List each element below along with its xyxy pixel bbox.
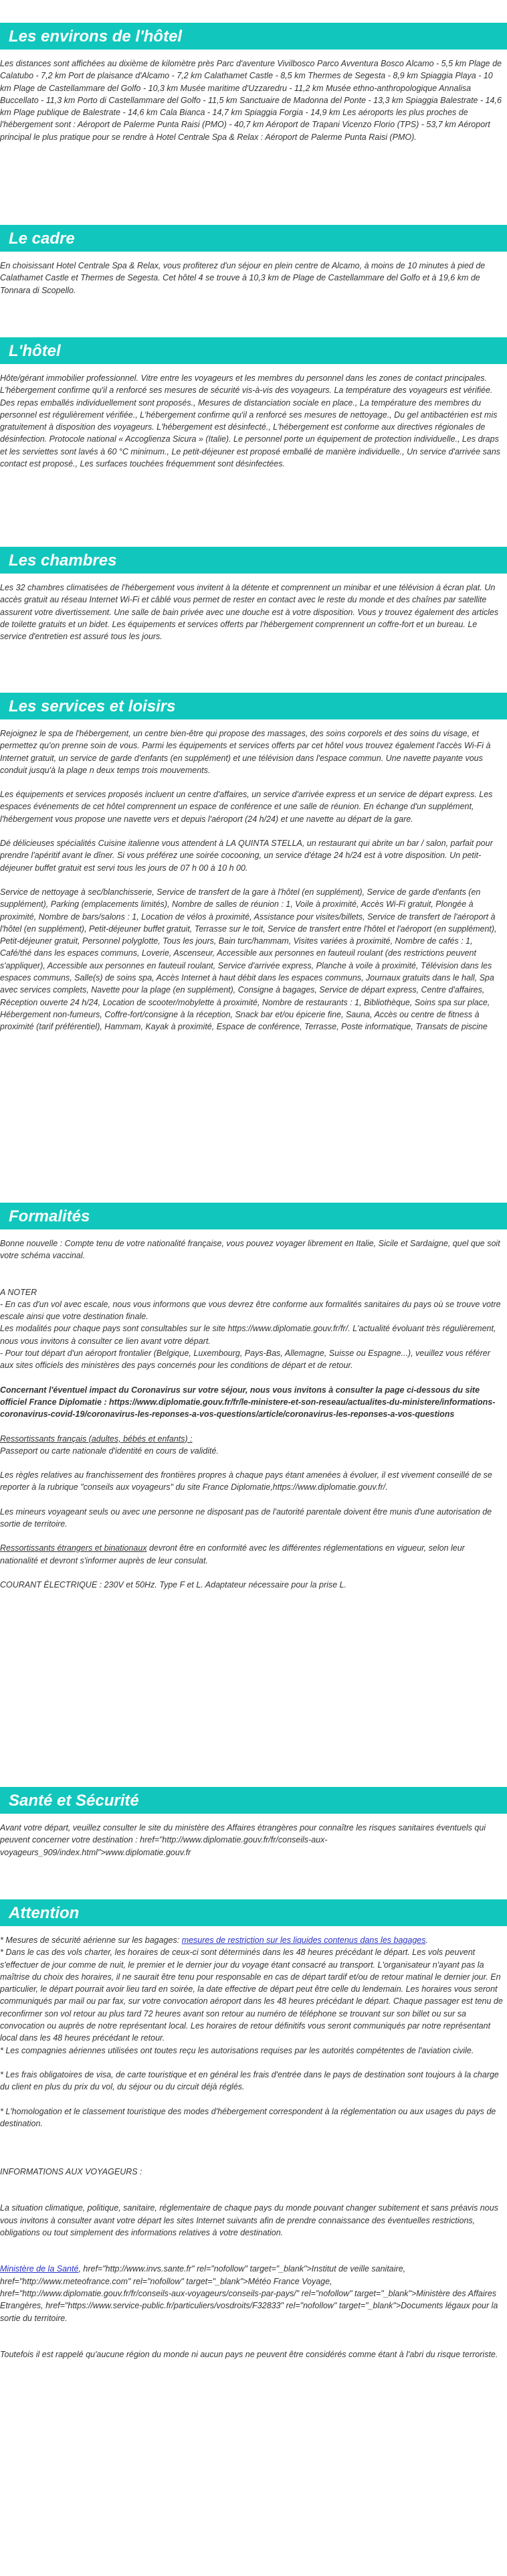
section-formalites: [0, 1203, 507, 1591]
section-title-chambres: Les chambres: [0, 547, 507, 574]
attention-toutefois: Toutefois il est rappelé qu'aucune région du monde ni aucun pays ne peuvent être considérés comme étant à l'abri du risque terroriste.: [0, 2349, 498, 2359]
formalites-intro: Bonne nouvelle : Compte tenu de votre nationalité française, vous pouvez voyager librement en Italie, Sicile et Sardaigne, quel que soit votre schéma vaccinal.: [0, 1239, 500, 1261]
attention-homologation: * L'homologation et le classement touristique des modes d'hébergement correspondent à la réglementation ou aux usages du pays de destination.: [0, 2106, 496, 2128]
section-title-formalites: Formalités: [0, 1203, 507, 1229]
attention-ministere: [0, 2263, 505, 2324]
formalites-ressortissants-title: Ressortissants français (adultes, bébés et enfants) :: [0, 1434, 193, 1444]
section-cadre: [0, 225, 507, 296]
section-attention: [0, 1899, 507, 2360]
environs-text: Les distances sont affichées au dixième de kilomètre près Parc d'aventure Vivilbosco Parco Avventura Bosco Alcamo - 5,5 km Plage de Calatubo - 7,2 km Port de plaisance d'Alcamo - 7,2 km Calathamet Castle - 8,5 km Thermes de Segesta - 8,9 km Spiaggia Playa - 10 km Plage de Castellammare del Golfo - 10,3 km Musée maritime d'Uzzaredru - 11,2 km Musée ethno-anthropologique Annalisa Buccellato - 11,3 km Porto di Castellammare del Golfo - 11,5 km Sanctuaire de Madonna del Ponte - 13,3 km Spiaggia Balestrate - 14,6 km Plage publique de Balestrate - 14,6 km Cala Bianca - 14,7 km Spiaggia Forgia - 14,9 km Les aéroports les plus proches de l'hébergement sont : Aéroport de Palerme Punta Raisi (PMO) - 40,7 km Aéroport de Trapani Vicenzo Florio (TPS) - 53,7 km Aéroport principal le plus pratique pour se rendre à Hotel Centrale Spa & Relax : Aéroport de Palerme Punta Raisi (PMO).: [0, 59, 502, 142]
section-chambres: [0, 547, 507, 642]
section-title-hotel: L'hôtel: [0, 337, 507, 364]
attention-compagnies: * Les compagnies aériennes utilisées ont toutes reçu les autorisations requises par les autorités compétentes de l'aviation civile.: [0, 2045, 474, 2055]
attention-info-title: INFORMATIONS AUX VOYAGEURS :: [0, 2167, 142, 2177]
formalites-etrangers: [0, 1542, 505, 1567]
hotel-text: Hôte/gérant immobilier professionnel. Vitre entre les voyageurs et les membres du personnel dans les zones de contact principales. L'hébergement confirme qu'il a renforcé ses mesures de sécurité vis-à-vis des voyageurs. La température des voyageurs est vérifiée. Des repas emballés individuellement sont proposés., Mesures de distanciation sociale en place., La température des membres du personnel est régulièrement vérifiée., L'hébergement confirme qu'il a renforcé ses mesures de nettoyage., Du gel antibactérien est mis gratuitement à disposition des voyageurs. L'hébergement est désinfecté., L'hébergement est conforme aux directives régionales de désinfection. Protocole national « Accoglienza Sicura » (Italie). Le personnel porte un équipement de protection individuelle., Les draps et les serviettes sont lavés à 60 °C minimum., Le petit-déjeuner est proposé emballé de manière individuelle., Un service d'arrivée sans contact est proposé., Les surfaces touchées fréquemment sont désinfectées.: [0, 373, 501, 469]
attention-situation: La situation climatique, politique, sanitaire, réglementaire de chaque pays du monde pouvant changer subitement et sans préavis nous vous invitons à consulter avant votre départ les sites Internet suivants afin de prendre connaissance des éventuelles restrictions, obligations ou tout simplement des informations relatives à votre destination.: [0, 2203, 498, 2238]
formalites-escale: - En cas d'un vol avec escale, nous vous informons que vous devrez être conforme aux formalités sanitaires du pays où se trouve votre escale ainsi que votre destination finale.: [0, 1299, 501, 1322]
section-environs: [0, 23, 507, 143]
formalites-frontalier: - Pour tout départ d'un aéroport frontalier (Belgique, Luxembourg, Pays-Bas, Allemagne, Suisse ou Espagne...), veuillez vous référer aux sites officiels des ministères des pays concernés pour les conditions de départ et de retour.: [0, 1349, 490, 1371]
attention-mesures: [0, 1934, 505, 1946]
attention-frais: * Les frais obligatoires de visa, de carte touristique et en général les frais d'entrée dans le pays de destination sont toujours à la charge du client en plus du prix du vol, du séjour ou du circuit déjà réglés.: [0, 2069, 499, 2092]
formalites-ressortissants-text: Passeport ou carte nationale d'identité en cours de validité.: [0, 1446, 219, 1456]
section-title-sante: Santé et Sécurité: [0, 1787, 507, 1814]
formalites-etrangers-underline: Ressortissants étrangers et binationaux: [0, 1543, 147, 1553]
section-title-services: Les services et loisirs: [0, 693, 507, 719]
attention-mesures-post: .: [425, 1936, 428, 1945]
section-title-cadre: Le cadre: [0, 225, 507, 252]
formalites-a-noter: A NOTER: [0, 1287, 37, 1297]
cadre-text: En choisissant Hotel Centrale Spa & Relax, vous profiterez d'un séjour en plein centre de Alcamo, à moins de 10 minutes à pied de Calathamet Castle et Thermes de Segesta. Cet hôtel 4 se trouve à 10,3 km de Plage de Castellammare del Golfo et à 19,6 km de Tonnara di Scopello.: [0, 261, 486, 295]
ministere-sante-link[interactable]: Ministère de la Santé: [0, 2264, 79, 2274]
services-text-3: Dé délicieuses spécialités Cuisine italienne vous attendent à LA QUINTA STELLA, un restaurant qui abrite un bar / salon, parfait pour prendre l'apéritif avant le dîner. Si vous préférez une soirée cocooning, un service d'étage 24 h/24 est à votre disposition. Un petit-déjeuner buffet gratuit est servi tous les jours de 07 h 00 à 10 h 00.: [0, 839, 493, 873]
services-text-4: Service de nettoyage à sec/blanchisserie, Service de transfert de la gare à l'hôtel (en supplément), Service de garde d'enfants (en supplément), Parking (emplacements limités), Nombre de salles de réunion : 1, Voile à proximité, Accès Wi-Fi gratuit, Plongée à proximité, Nombre de bars/salons : 1, Location de vélos à proximité, Assistance pour visites/billets, Service de transfert de l'aéroport à l'hôtel (en supplément), Petit-déjeuner buffet gratuit, Terrasse sur le toit, Service de transfert entre l'hôtel et l'aéroport (en supplément), Petit-déjeuner gratuit, Personnel polyglotte, Tous les jours, Bain turc/hammam, Visites variées à proximité, Nombre de cafés : 1, Café/thé dans les espaces communs, Loverie, Ascenseur, Accessible aux personnes en fauteuil roulant (des restrictions peuvent s'appliquer), Accessible aux personnes en fauteuil roulant, Service d'arrivée express, Planche à voile à proximité, Télévision dans les espaces communs, Salle(s) de soins spa, Accès Internet à haut débit dans les espaces communs, Journaux gratuits dans le hall, Spa avec services complets, Navette pour la plage (en supplément), Consigne à bagages, Service de départ express, Centre d'affaires, Réception ouverte 24 h/24, Location de scooter/mobylette à proximité, Nombre de restaurants : 1, Bibliothèque, Soins spa sur place, Hébergement non-fumeurs, Coffre-fort/consigne à la réception, Snack bar et/ou épicerie fine, Sauna, Accès ou centre de fitness à proximité (tarif préférentiel), Hammam, Kayak à proximité, Espace de conférence, Terrasse, Poste informatique, Transats de piscine: [0, 887, 497, 1032]
chambres-text: Les 32 chambres climatisées de l'hébergement vous invitent à la détente et comprennent un minibar et une télévision à écran plat. Un accès gratuit au réseau Internet Wi-Fi et câblé vous permet de rester en contact avec le reste du monde et des chaînes par satellite assurent votre divertissement. Une salle de bain privée avec une douche est à votre disposition. Vous y trouvez également des articles de toilette gratuits et un bidet. Les équipements et services offerts par l'hébergement comprennent un coffre-fort et un bureau. Le service d'entretien est assuré tous les jours.: [0, 583, 499, 642]
section-title-attention: Attention: [0, 1899, 507, 1926]
sante-text: Avant votre départ, veuillez consulter le site du ministère des Affaires étrangères pour connaître les risques sanitaires éventuels qui peuvent concerner votre destination : href="http://www.diplomatie.gouv.fr/fr/conseils-aux-voyageurs_909/index.html">www.diplomatie.gouv.fr: [0, 1823, 486, 1857]
services-text-1: Rejoignez le spa de l'hébergement, un centre bien-être qui propose des massages, des soins corporels et des soins du visage, et permettez qu'on prenne soin de vous. Parmi les équipements et services offerts par cet hôtel vous trouvez également l'accès Wi-Fi à Internet gratuit, un service de garde d'enfants (en supplément) et une télévision dans l'espace commun. Une navette payante vous conduit jusqu'à la plage n deux temps trois mouvements.: [0, 729, 491, 775]
section-title-environs: Les environs de l'hôtel: [0, 23, 507, 50]
services-text-2: Les équipements et services proposés incluent un centre d'affaires, un service d'arrivée express et un service de départ express. Les espaces événements de cet hôtel comprennent un espace de conférence et une salle de réunion. En échange d'un supplément, l'hébergement vous propose une navette vers et depuis l'aéroport (24 h/24) et une navette au départ de la gare.: [0, 790, 493, 824]
formalites-etrangers-rest: devront être en conformité avec les différentes réglementations en vigueur, selon leur nationalité et devront s'informer auprès de leur consulat.: [0, 1543, 465, 1565]
section-hotel: [0, 337, 507, 470]
formalites-coronavirus: Concernant l'éventuel impact du Coronavirus sur votre séjour, nous vous invitons à consulter la page ci-dessous du site officiel France Diplomatie : https://www.diplomatie.gouv.fr/fr/le-ministere-et-son-reseau/actualites-du-ministere/informations-coronavirus-covid-19/coronavirus-les-reponses-a-vos-questions/article/coronavirus-les-reponses-a-vos-questions: [0, 1385, 496, 1420]
section-services: [0, 693, 507, 1033]
attention-horaires: * Dans le cas des vols charter, les horaires de ceux-ci sont déterminés dans les 48 heures précédant le départ. Les vols peuvent s'effectuer de jour comme de nuit, le premier et le dernier jour du voyage étant consacré au transport. L'organisateur n'ayant pas la maîtrise du choix des horaires, il ne saurait être tenu pour responsable en cas de départ tardif et/ou de retour matinal le dernier jour. En particulier, le départ pourrait avoir lieu tard en soirée, la date effective de départ peut être celle du lendemain. Les horaires vous seront communiqués par mail ou par fax, sur votre convocation aéroport dans les 48 heures précédant le départ. Chaque passager est tenu de reconfirmer son vol retour au plus tard 72 heures avant son retour au numéro de téléphone se trouvant sur son billet ou sur sa convocation ou auprès de notre représentant local. Les horaires de retour définitifs vous seront communiqués par notre représentant local dans les 48 heures précédant le retour.: [0, 1948, 503, 2043]
formalites-courant: COURANT ÉLECTRIQUE : 230V et 50Hz. Type F et L. Adaptateur nécessaire pour la prise L.: [0, 1579, 347, 1590]
attention-ministere-rest: , href="http://www.invs.sante.fr" rel="nofollow" target="_blank">Institut de veille sanitaire, href="http://www.meteofrance.com" rel="nofollow" target="_blank">Météo France Voyage, href="http://www.diplomatie.gouv.fr/fr/conseils-aux-voyageurs/conseils-par-pays/" rel="nofollow" target="_blank">Ministère des Affaires Etrangères, href="https://www.service-public.fr/particuliers/vosdroits/F32833" rel="nofollow" target="_blank">Documents légaux pour la sortie du territoire.: [0, 2264, 498, 2323]
formalites-mineurs: Les mineurs voyageant seuls ou avec une personne ne disposant pas de l'autorité parentale doivent être munis d'une autorisation de sortie de territoire.: [0, 1507, 492, 1529]
section-sante: [0, 1787, 507, 1859]
liquides-restriction-link[interactable]: mesures de restriction sur les liquides contenus dans les bagages: [181, 1936, 426, 1945]
attention-mesures-pre: * Mesures de sécurité aérienne sur les bagages:: [0, 1936, 182, 1945]
formalites-modalites: Les modalités pour chaque pays sont consultables sur le site https://www.diplomatie.gouv.fr/fr/. L'actualité évoluant très régulièrement, nous vous invitons à consulter ce lien avant votre départ.: [0, 1324, 496, 1346]
formalites-regles: Les règles relatives au franchissement des frontières propres à chaque pays étant amenées à évoluer, il est vivement conseillé de se reporter à la rubrique "conseils aux voyageurs" du site France Diplomatie,https://www.diplomatie.gouv.fr/.: [0, 1470, 492, 1492]
